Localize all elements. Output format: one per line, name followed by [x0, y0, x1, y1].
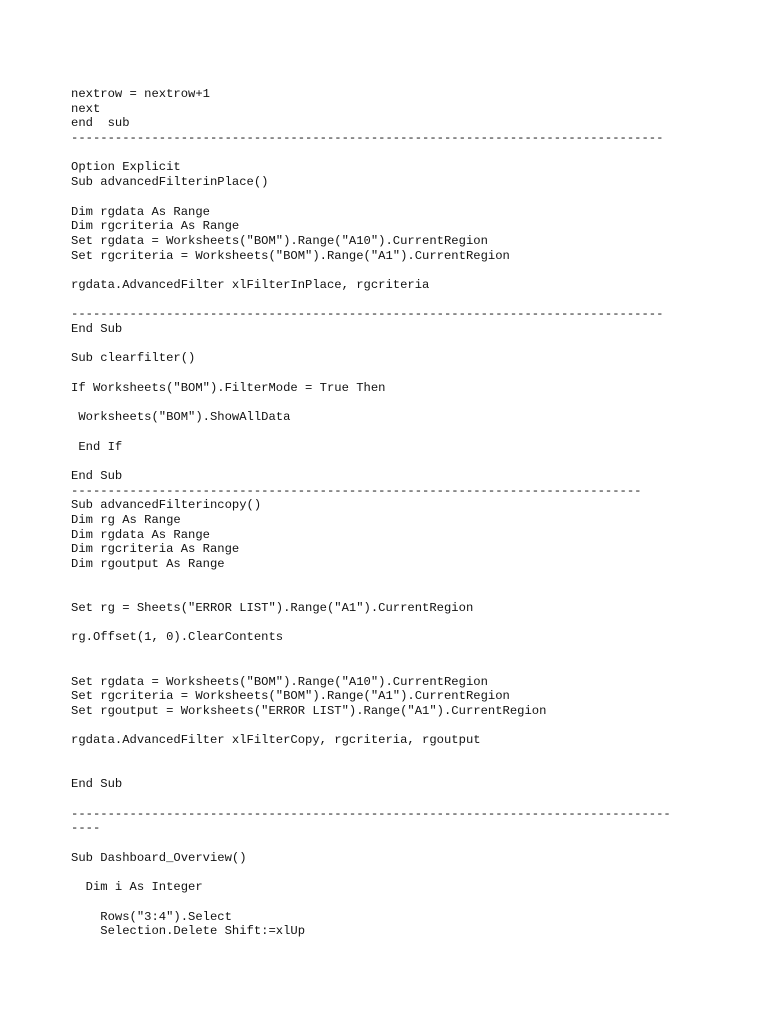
code-line: Selection.Delete Shift:=xlUp [71, 924, 306, 939]
code-line [71, 645, 721, 660]
code-line [71, 660, 721, 675]
code-line: Dim rg As Range [71, 512, 181, 527]
code-line: Sub advancedFilterinPlace() [71, 175, 269, 190]
code-line: Dim rgdata As Range [71, 527, 210, 542]
code-line: Worksheets("BOM").ShowAllData [71, 410, 291, 425]
code-line: ---- [71, 821, 101, 836]
code-line [71, 395, 721, 410]
code-line: End If [71, 439, 123, 454]
code-line [71, 616, 721, 631]
code-line: Set rgcriteria = Worksheets("BOM").Range("A1").CurrentRegion [71, 689, 510, 704]
code-line: Dim rgcriteria As Range [71, 542, 240, 557]
code-line: Set rgdata = Worksheets("BOM").Range("A10").CurrentRegion [71, 674, 488, 689]
code-line: Set rgoutput = Worksheets("ERROR LIST").Range("A1").CurrentRegion [71, 703, 547, 718]
code-line: Rows("3:4").Select [71, 909, 232, 924]
code-line [71, 895, 721, 910]
code-line: Dim rgoutput As Range [71, 557, 225, 571]
code-listing [71, 87, 721, 939]
code-line [71, 763, 721, 778]
code-line: Option Explicit [71, 160, 181, 175]
code-line: Set rgcriteria = Worksheets("BOM").Range("A1").CurrentRegion [71, 248, 510, 263]
code-line: Sub advancedFilterincopy() [71, 498, 262, 513]
code-line [71, 865, 721, 880]
code-line: rg.Offset(1, 0).ClearContents [71, 630, 284, 645]
code-line [71, 748, 721, 763]
code-line: end sub [71, 116, 130, 131]
code-line [71, 190, 721, 205]
code-line: If Worksheets("BOM").FilterMode = True Then [71, 380, 386, 395]
code-line: --------------------------------------------------------------------------------- [71, 307, 664, 322]
code-line [71, 263, 721, 278]
code-line [71, 146, 721, 161]
code-line: End Sub [71, 322, 123, 336]
code-line [71, 586, 721, 601]
code-line: Set rg = Sheets("ERROR LIST").Range("A1").CurrentRegion [71, 601, 474, 616]
code-line [71, 792, 721, 807]
code-line [71, 719, 721, 734]
code-line: ---------------------------------------------------------------------------------- [71, 806, 671, 821]
code-line: ------------------------------------------------------------------------------ [71, 483, 642, 498]
code-line: Sub Dashboard_Overview() [71, 850, 247, 865]
code-line [71, 572, 721, 587]
code-line [71, 836, 721, 851]
code-line: Dim rgcriteria As Range [71, 219, 240, 234]
code-line [71, 454, 721, 469]
code-line [71, 293, 721, 308]
code-line: rgdata.AdvancedFilter xlFilterInPlace, rgcriteria [71, 277, 430, 292]
code-line: rgdata.AdvancedFilter xlFilterCopy, rgcriteria, rgoutput [71, 733, 481, 748]
code-line: Set rgdata = Worksheets("BOM").Range("A10").CurrentRegion [71, 233, 488, 248]
code-line: End Sub [71, 468, 123, 483]
code-line [71, 337, 721, 352]
code-line: Sub clearfilter() [71, 351, 196, 366]
code-line: next [71, 101, 101, 116]
code-line [71, 425, 721, 440]
code-line: End Sub [71, 777, 123, 792]
code-line: Dim i As Integer [71, 880, 203, 895]
code-line: --------------------------------------------------------------------------------- [71, 131, 664, 146]
code-line: Dim rgdata As Range [71, 204, 210, 219]
code-line: nextrow = nextrow+1 [71, 87, 210, 101]
code-line [71, 366, 721, 381]
